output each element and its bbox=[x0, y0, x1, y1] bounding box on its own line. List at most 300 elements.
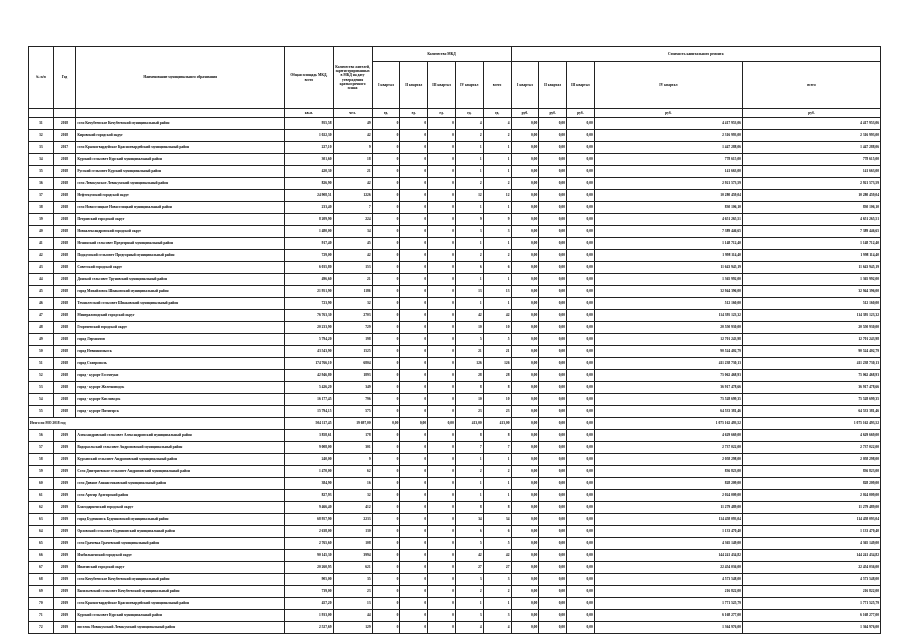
col-name-header: Наименование муниципального образования bbox=[76, 47, 285, 109]
row-mkd-q2: 0 bbox=[400, 538, 428, 550]
row-mkd-q1: 0 bbox=[372, 154, 400, 166]
row-cost-q2: 0,00 bbox=[539, 622, 567, 634]
row-cost-q4: 11 279 489,00 bbox=[594, 502, 742, 514]
row-cost-total: 1 447 288,06 bbox=[742, 142, 880, 154]
row-mkd-q1: 0 bbox=[372, 394, 400, 406]
row-number: 58 bbox=[29, 454, 54, 466]
row-mkd-q1: 0 bbox=[372, 286, 400, 298]
row-mkd-q2: 0 bbox=[400, 394, 428, 406]
row-year: 2019 bbox=[53, 490, 76, 502]
row-name: Васильевский сельсовет Кочубеевский муниципальный район bbox=[76, 586, 285, 598]
row-cost-total: 1 998 114,40 bbox=[742, 250, 880, 262]
row-number: 52 bbox=[29, 370, 54, 382]
row-cost-total: 75 062 468,93 bbox=[742, 370, 880, 382]
row-mkd-q2: 0 bbox=[400, 142, 428, 154]
row-number: 41 bbox=[29, 238, 54, 250]
row-number: 45 bbox=[29, 286, 54, 298]
row-number: 31 bbox=[29, 118, 54, 130]
row-mkd-total: 1 bbox=[483, 142, 511, 154]
row-cost-q3: 0,00 bbox=[567, 430, 595, 442]
row-cost-q2: 0,00 bbox=[539, 262, 567, 274]
row-cost-q4: 411 238 730,13 bbox=[594, 358, 742, 370]
row-cost-q2: 0,00 bbox=[539, 298, 567, 310]
row-year: 2018 bbox=[53, 322, 76, 334]
unit-mkd: ед. bbox=[428, 109, 456, 118]
row-number: 44 bbox=[29, 274, 54, 286]
row-area: 739,00 bbox=[285, 586, 333, 598]
row-mkd-total: 1 bbox=[483, 478, 511, 490]
row-mkd-q2: 0 bbox=[400, 286, 428, 298]
row-cost-q2: 0,00 bbox=[539, 154, 567, 166]
row-cost-q2: 0,00 bbox=[539, 226, 567, 238]
row-mkd-q3: 0 bbox=[428, 538, 456, 550]
row-residents: 129 bbox=[333, 622, 372, 634]
table-row bbox=[29, 274, 881, 286]
row-mkd-q3: 0 bbox=[428, 550, 456, 562]
row-cost-q4: 2 921 573,59 bbox=[594, 178, 742, 190]
row-mkd-total: 1 bbox=[483, 238, 511, 250]
row-cost-q4: 75 528 699,35 bbox=[594, 394, 742, 406]
row-name: Водорасльский сельсовет Андроповский муниципальный район bbox=[76, 442, 285, 454]
row-mkd-q4: 1 bbox=[455, 202, 483, 214]
row-cost-q4: 114 395 123,32 bbox=[594, 310, 742, 322]
row-year: 2017 bbox=[53, 142, 76, 154]
row-cost-q1: 0,00 bbox=[511, 394, 539, 406]
row-year: 2018 bbox=[53, 238, 76, 250]
row-mkd-q2: 0 bbox=[400, 322, 428, 334]
row-cost-q2: 0,00 bbox=[539, 490, 567, 502]
unit-cell bbox=[29, 109, 54, 118]
row-mkd-q4: 2 bbox=[455, 130, 483, 142]
row-cost-q1: 0,00 bbox=[511, 454, 539, 466]
row-mkd-q1: 0 bbox=[372, 202, 400, 214]
row-name: Минераловодский городской округ bbox=[76, 310, 285, 322]
row-mkd-total: 1 bbox=[483, 166, 511, 178]
row-area: 42 946,80 bbox=[285, 370, 333, 382]
row-cost-q4: 1 998 114,40 bbox=[594, 250, 742, 262]
row-area: 68 957,90 bbox=[285, 514, 333, 526]
row-mkd-q1: 0 bbox=[372, 466, 400, 478]
row-mkd-q1: 0 bbox=[372, 322, 400, 334]
row-area: 905,00 bbox=[285, 574, 333, 586]
row-mkd-q4: 1 bbox=[455, 238, 483, 250]
row-mkd-q3: 0 bbox=[428, 586, 456, 598]
row-mkd-q2: 0 bbox=[400, 454, 428, 466]
row-cost-total: 7 389 446,65 bbox=[742, 226, 880, 238]
row-cost-q3: 0,00 bbox=[567, 550, 595, 562]
row-year: 2019 bbox=[53, 526, 76, 538]
row-year: 2018 bbox=[53, 262, 76, 274]
document-sheet bbox=[28, 46, 881, 634]
row-name: город Лермонтов bbox=[76, 334, 285, 346]
row-mkd-q4: 1 bbox=[455, 490, 483, 502]
row-mkd-q4: 1 bbox=[455, 298, 483, 310]
row-cost-q1: 0,00 bbox=[511, 442, 539, 454]
row-cost-total: 90 524 402,79 bbox=[742, 346, 880, 358]
row-mkd-q2: 0 bbox=[400, 598, 428, 610]
row-mkd-q4: 10 bbox=[455, 394, 483, 406]
row-residents: 349 bbox=[333, 382, 372, 394]
row-cost-q4: 1 771 525,79 bbox=[594, 598, 742, 610]
row-area: 5 426,20 bbox=[285, 382, 333, 394]
row-name: поселок Новокумский Левокумский муниципальный район bbox=[76, 622, 285, 634]
unit-mkd: ед. bbox=[483, 109, 511, 118]
row-number: 56 bbox=[29, 430, 54, 442]
row-cost-q4: 828 209,00 bbox=[594, 478, 742, 490]
row-cost-q3: 0,00 bbox=[567, 250, 595, 262]
row-area: 420,30 bbox=[285, 166, 333, 178]
row-cost-q1: 0,00 bbox=[511, 154, 539, 166]
row-cost-total: 1 365 992,00 bbox=[742, 274, 880, 286]
row-mkd-q1: 0 bbox=[372, 586, 400, 598]
row-year: 2018 bbox=[53, 346, 76, 358]
row-cost-total: 2 316 993,00 bbox=[742, 130, 880, 142]
row-year: 2019 bbox=[53, 610, 76, 622]
row-mkd-q4: 34 bbox=[455, 514, 483, 526]
row-cost-q2: 0,00 bbox=[539, 202, 567, 214]
row-mkd-q2: 0 bbox=[400, 190, 428, 202]
row-mkd-q1: 0 bbox=[372, 442, 400, 454]
row-cost-q2: 0,00 bbox=[539, 322, 567, 334]
row-mkd-q3: 0 bbox=[428, 358, 456, 370]
table-row bbox=[29, 142, 881, 154]
row-cost-q2: 0,00 bbox=[539, 118, 567, 130]
row-residents: 1186 bbox=[333, 286, 372, 298]
mkd-q1-header: I квартал bbox=[372, 62, 400, 109]
total-m2: 0,00 bbox=[400, 418, 428, 430]
row-cost-q1: 0,00 bbox=[511, 226, 539, 238]
row-number: 55 bbox=[29, 406, 54, 418]
row-cost-q3: 0,00 bbox=[567, 286, 595, 298]
row-residents: 35 bbox=[333, 574, 372, 586]
row-year: 2019 bbox=[53, 442, 76, 454]
row-mkd-q1: 0 bbox=[372, 574, 400, 586]
table-row bbox=[29, 346, 881, 358]
row-cost-q3: 0,00 bbox=[567, 406, 595, 418]
mkd-group-header: Количество МКД bbox=[372, 47, 511, 62]
row-mkd-q2: 0 bbox=[400, 178, 428, 190]
row-mkd-total: 5 bbox=[483, 538, 511, 550]
row-cost-q2: 0,00 bbox=[539, 574, 567, 586]
row-area: 1 470,00 bbox=[285, 466, 333, 478]
table-row bbox=[29, 334, 881, 346]
table-row bbox=[29, 214, 881, 226]
mkd-q3-header: III квартал bbox=[428, 62, 456, 109]
table-row bbox=[29, 550, 881, 562]
row-mkd-q3: 0 bbox=[428, 430, 456, 442]
row-cost-q1: 0,00 bbox=[511, 514, 539, 526]
row-mkd-total: 6 bbox=[483, 262, 511, 274]
row-cost-q4: 4 573 548,00 bbox=[594, 574, 742, 586]
row-year: 2019 bbox=[53, 622, 76, 634]
table-row bbox=[29, 406, 881, 418]
row-residents: 1525 bbox=[333, 346, 372, 358]
row-mkd-total: 27 bbox=[483, 562, 511, 574]
row-mkd-q1: 0 bbox=[372, 250, 400, 262]
row-cost-q3: 0,00 bbox=[567, 538, 595, 550]
row-mkd-q1: 0 bbox=[372, 610, 400, 622]
row-name: Нежинский сельсовет Предгорный муниципальный район bbox=[76, 238, 285, 250]
row-cost-q4: 216 822,00 bbox=[594, 586, 742, 598]
row-residents: 13 bbox=[333, 598, 372, 610]
row-name: село Арзгир Арзгирский район bbox=[76, 490, 285, 502]
row-name: село Кочубеевское Кочубеевский муниципальный район bbox=[76, 118, 285, 130]
row-mkd-total: 1 bbox=[483, 202, 511, 214]
col-year-header: Год bbox=[53, 47, 76, 109]
table-row bbox=[29, 574, 881, 586]
row-cost-q4: 75 062 468,93 bbox=[594, 370, 742, 382]
row-mkd-q4: 8 bbox=[455, 382, 483, 394]
row-mkd-q1: 0 bbox=[372, 538, 400, 550]
row-year: 2019 bbox=[53, 538, 76, 550]
row-cost-q1: 0,00 bbox=[511, 274, 539, 286]
row-mkd-q2: 0 bbox=[400, 382, 428, 394]
row-mkd-total: 8 bbox=[483, 430, 511, 442]
row-mkd-q4: 21 bbox=[455, 346, 483, 358]
row-mkd-total: 2 bbox=[483, 586, 511, 598]
row-mkd-total: 126 bbox=[483, 358, 511, 370]
row-year: 2019 bbox=[53, 430, 76, 442]
row-cost-q3: 0,00 bbox=[567, 178, 595, 190]
table-row bbox=[29, 490, 881, 502]
row-residents: 32 bbox=[333, 490, 372, 502]
unit-cell bbox=[76, 109, 285, 118]
row-cost-total: 4 629 669,00 bbox=[742, 430, 880, 442]
row-mkd-q1: 0 bbox=[372, 166, 400, 178]
row-mkd-q4: 10 bbox=[455, 322, 483, 334]
row-mkd-q2: 0 bbox=[400, 226, 428, 238]
row-cost-total: 32 944 396,00 bbox=[742, 286, 880, 298]
row-residents: 224 bbox=[333, 214, 372, 226]
row-mkd-q2: 0 bbox=[400, 346, 428, 358]
row-residents: 23 bbox=[333, 586, 372, 598]
row-cost-q2: 0,00 bbox=[539, 190, 567, 202]
table-row bbox=[29, 250, 881, 262]
row-cost-total: 512 160,00 bbox=[742, 298, 880, 310]
table-row bbox=[29, 370, 881, 382]
row-year: 2018 bbox=[53, 406, 76, 418]
row-number: 57 bbox=[29, 442, 54, 454]
row-mkd-q1: 0 bbox=[372, 190, 400, 202]
row-name: Георгиевский городской округ bbox=[76, 322, 285, 334]
row-area: 21 951,90 bbox=[285, 286, 333, 298]
row-area: 1 480,00 bbox=[285, 226, 333, 238]
total-m3: 0,00 bbox=[428, 418, 456, 430]
row-cost-q2: 0,00 bbox=[539, 562, 567, 574]
row-mkd-q3: 0 bbox=[428, 514, 456, 526]
row-number: 62 bbox=[29, 502, 54, 514]
row-mkd-total: 4 bbox=[483, 622, 511, 634]
row-cost-q1: 0,00 bbox=[511, 118, 539, 130]
row-name: Советский городской округ bbox=[76, 262, 285, 274]
row-name: село Новоселицкое Новоселицкий муниципальный район bbox=[76, 202, 285, 214]
cost-q4-header: IV квартал bbox=[594, 62, 742, 109]
row-year: 2019 bbox=[53, 574, 76, 586]
row-year: 2019 bbox=[53, 466, 76, 478]
row-residents: 42 bbox=[333, 250, 372, 262]
row-cost-q4: 836 823,00 bbox=[594, 466, 742, 478]
row-number: 60 bbox=[29, 478, 54, 490]
row-year: 2018 bbox=[53, 334, 76, 346]
row-cost-q2: 0,00 bbox=[539, 430, 567, 442]
row-residents: 621 bbox=[333, 562, 372, 574]
table-row bbox=[29, 130, 881, 142]
row-mkd-q2: 0 bbox=[400, 118, 428, 130]
row-residents: 130 bbox=[333, 526, 372, 538]
row-name: Петровский городской округ bbox=[76, 214, 285, 226]
row-cost-q4: 141 663,00 bbox=[594, 166, 742, 178]
row-cost-q3: 0,00 bbox=[567, 526, 595, 538]
row-number: 51 bbox=[29, 358, 54, 370]
cost-q3-header: III квартал bbox=[567, 62, 595, 109]
row-cost-q3: 0,00 bbox=[567, 490, 595, 502]
row-year: 2019 bbox=[53, 598, 76, 610]
row-residents: 16 bbox=[333, 478, 372, 490]
row-name: село Красногвардейское Красногвардейский муниципальный район bbox=[76, 598, 285, 610]
row-cost-total: 75 528 699,35 bbox=[742, 394, 880, 406]
row-number: 65 bbox=[29, 538, 54, 550]
unit-rub: руб. bbox=[511, 109, 539, 118]
row-cost-q4: 1 447 288,06 bbox=[594, 142, 742, 154]
row-year: 2019 bbox=[53, 454, 76, 466]
table-row bbox=[29, 298, 881, 310]
row-mkd-q1: 0 bbox=[372, 214, 400, 226]
row-cost-total: 1 133 470,40 bbox=[742, 526, 880, 538]
table-row bbox=[29, 466, 881, 478]
row-area: 6 035,80 bbox=[285, 262, 333, 274]
row-cost-q3: 0,00 bbox=[567, 502, 595, 514]
row-mkd-q3: 0 bbox=[428, 442, 456, 454]
row-mkd-q2: 0 bbox=[400, 154, 428, 166]
total-m1: 0,00 bbox=[372, 418, 400, 430]
row-mkd-q2: 0 bbox=[400, 202, 428, 214]
row-mkd-q4: 27 bbox=[455, 562, 483, 574]
row-cost-q4: 2 737 022,00 bbox=[594, 442, 742, 454]
row-residents: 412 bbox=[333, 502, 372, 514]
row-residents: 301 bbox=[333, 442, 372, 454]
table-row bbox=[29, 238, 881, 250]
row-cost-q1: 0,00 bbox=[511, 490, 539, 502]
row-mkd-q3: 0 bbox=[428, 310, 456, 322]
row-mkd-q1: 0 bbox=[372, 550, 400, 562]
row-mkd-q2: 0 bbox=[400, 262, 428, 274]
row-residents: 575 bbox=[333, 406, 372, 418]
row-mkd-q3: 0 bbox=[428, 142, 456, 154]
row-mkd-q4: 1 bbox=[455, 274, 483, 286]
row-cost-q2: 0,00 bbox=[539, 142, 567, 154]
row-mkd-q3: 0 bbox=[428, 238, 456, 250]
row-mkd-total: 42 bbox=[483, 550, 511, 562]
row-mkd-q4: 7 bbox=[455, 442, 483, 454]
row-residents: 1226 bbox=[333, 190, 372, 202]
row-mkd-total: 2 bbox=[483, 466, 511, 478]
row-cost-q1: 0,00 bbox=[511, 478, 539, 490]
row-cost-q2: 0,00 bbox=[539, 598, 567, 610]
row-cost-q2: 0,00 bbox=[539, 454, 567, 466]
row-residents: 6804 bbox=[333, 358, 372, 370]
row-cost-q1: 0,00 bbox=[511, 130, 539, 142]
row-mkd-q3: 0 bbox=[428, 250, 456, 262]
row-cost-q2: 0,00 bbox=[539, 586, 567, 598]
row-cost-total: 2 024 009,00 bbox=[742, 490, 880, 502]
row-residents: 44 bbox=[333, 610, 372, 622]
row-residents: 178 bbox=[333, 430, 372, 442]
row-cost-q3: 0,00 bbox=[567, 466, 595, 478]
row-area: 8 209,90 bbox=[285, 214, 333, 226]
row-cost-q1: 0,00 bbox=[511, 622, 539, 634]
row-name: село Дивное Апанасенковский муниципальный район bbox=[76, 478, 285, 490]
row-area: 827,93 bbox=[285, 490, 333, 502]
row-mkd-q4: 3 bbox=[455, 574, 483, 586]
row-mkd-q4: 2 bbox=[455, 466, 483, 478]
row-mkd-q3: 0 bbox=[428, 382, 456, 394]
row-year: 2018 bbox=[53, 202, 76, 214]
row-mkd-q3: 0 bbox=[428, 490, 456, 502]
row-mkd-q2: 0 bbox=[400, 214, 428, 226]
row-mkd-q1: 0 bbox=[372, 334, 400, 346]
table-row bbox=[29, 286, 881, 298]
row-mkd-total: 2 bbox=[483, 130, 511, 142]
row-area: 227,10 bbox=[285, 142, 333, 154]
row-area: 2 765,60 bbox=[285, 538, 333, 550]
row-mkd-q4: 42 bbox=[455, 550, 483, 562]
row-mkd-q1: 0 bbox=[372, 346, 400, 358]
table-row bbox=[29, 442, 881, 454]
row-name: Курский сельсовет Курский муниципальный район bbox=[76, 154, 285, 166]
row-area: 826,90 bbox=[285, 178, 333, 190]
row-cost-q3: 0,00 bbox=[567, 298, 595, 310]
row-area: 5 794,20 bbox=[285, 334, 333, 346]
row-mkd-total: 1 bbox=[483, 454, 511, 466]
row-mkd-q2: 0 bbox=[400, 274, 428, 286]
table-row bbox=[29, 610, 881, 622]
row-area: 457,20 bbox=[285, 598, 333, 610]
row-cost-q1: 0,00 bbox=[511, 526, 539, 538]
row-mkd-q3: 0 bbox=[428, 334, 456, 346]
row-mkd-total: 2 bbox=[483, 178, 511, 190]
row-mkd-q4: 9 bbox=[455, 214, 483, 226]
row-number: 64 bbox=[29, 526, 54, 538]
row-mkd-total: 1 bbox=[483, 490, 511, 502]
row-mkd-q3: 0 bbox=[428, 190, 456, 202]
row-mkd-q4: 1 bbox=[455, 142, 483, 154]
total-row bbox=[29, 418, 881, 430]
row-mkd-total: 10 bbox=[483, 322, 511, 334]
total-c3: 0,00 bbox=[567, 418, 595, 430]
unit-rub: руб. bbox=[539, 109, 567, 118]
row-mkd-q1: 0 bbox=[372, 622, 400, 634]
row-mkd-q2: 0 bbox=[400, 334, 428, 346]
row-cost-q1: 0,00 bbox=[511, 382, 539, 394]
row-mkd-q4: 1 bbox=[455, 166, 483, 178]
row-mkd-q2: 0 bbox=[400, 502, 428, 514]
row-residents: 62 bbox=[333, 466, 372, 478]
row-mkd-q2: 0 bbox=[400, 430, 428, 442]
row-area: 20 233,90 bbox=[285, 322, 333, 334]
row-cost-q1: 0,00 bbox=[511, 598, 539, 610]
row-number: 72 bbox=[29, 622, 54, 634]
row-residents: 198 bbox=[333, 334, 372, 346]
table-row bbox=[29, 526, 881, 538]
row-cost-total: 830 106,10 bbox=[742, 202, 880, 214]
row-cost-q4: 10 280 459,04 bbox=[594, 190, 742, 202]
table-body bbox=[29, 118, 881, 634]
row-area: 496,60 bbox=[285, 274, 333, 286]
row-number: 39 bbox=[29, 214, 54, 226]
row-mkd-q1: 0 bbox=[372, 430, 400, 442]
row-cost-total: 2 058 298,00 bbox=[742, 454, 880, 466]
row-name: город - курорт Железноводск bbox=[76, 382, 285, 394]
